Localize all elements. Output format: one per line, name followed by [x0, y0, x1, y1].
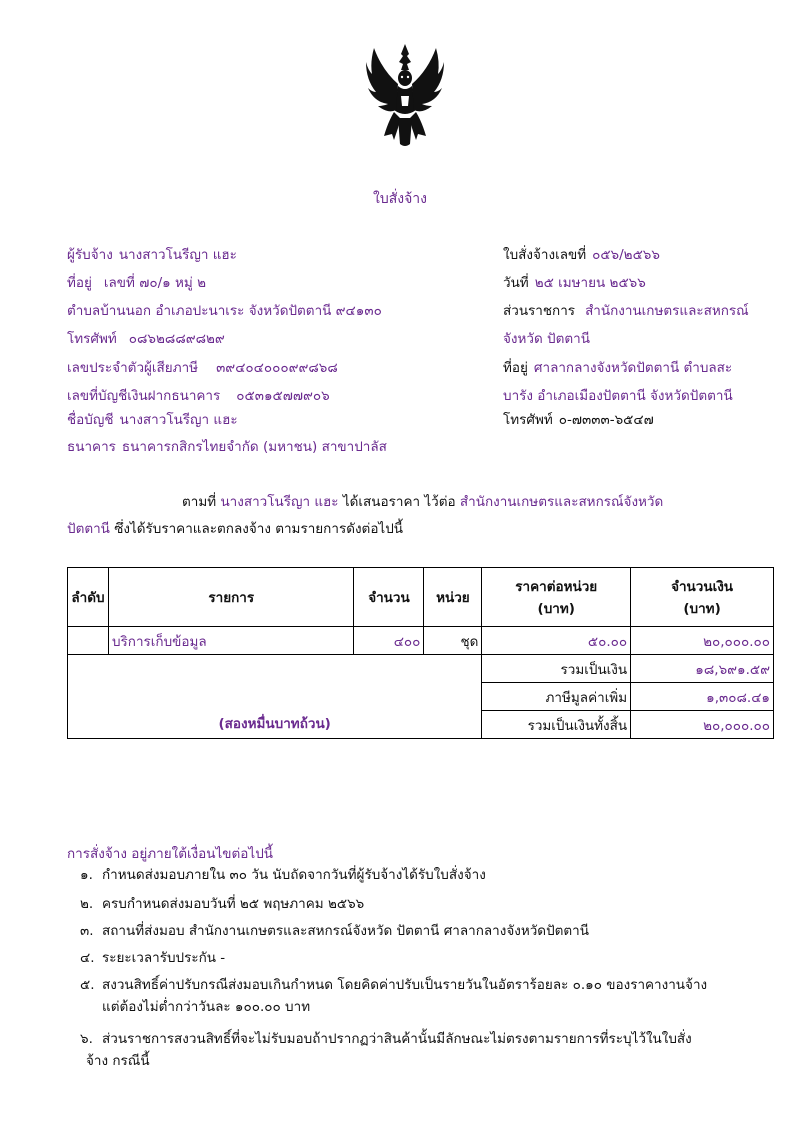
order-address-label: ที่อยู่ [503, 360, 528, 376]
contractor-account-label: เลขที่บัญชีเงินฝากธนาคาร [67, 388, 221, 404]
table-header-row [68, 568, 774, 627]
vat-value: ๑,๓๐๘.๔๑ [631, 683, 774, 711]
order-tel-line [503, 410, 654, 430]
row-amount: ๒๐,๐๐๐.๐๐ [631, 627, 774, 655]
total-value: ๒๐,๐๐๐.๐๐ [631, 711, 774, 739]
header-price [482, 568, 631, 627]
contractor-address-1: เลขที่ ๗๐/๑ หมู่ ๒ [103, 275, 207, 291]
order-number-label: ใบสั่งจ้างเลขที่ [503, 247, 587, 263]
order-date: ๒๕ เมษายน ๒๕๖๖ [534, 275, 646, 291]
order-date-line [503, 273, 646, 293]
total-label: รวมเป็นเงินทั้งสิ้น [482, 711, 631, 739]
condition-num: ๓. [80, 923, 94, 939]
order-tel: ๐-๗๓๓๓-๖๕๔๗ [558, 412, 654, 428]
subtotal-value: ๑๘,๖๙๑.๕๙ [631, 655, 774, 683]
contractor-bank-label: ธนาคาร [67, 439, 116, 455]
condition-text-cont: แต่ต้องไม่ต่ำกว่าวันละ ๑๐๐.๐๐ บาท [102, 999, 311, 1015]
order-address-line [503, 358, 732, 378]
contractor-tel-line [67, 329, 225, 349]
intro-text-e: ซึ่งได้รับราคาและตกลงจ้าง ตามรายการดังต่อไปนี้ [114, 521, 404, 537]
contractor-address-2: ตำบลบ้านนอก อำเภอปะนาเระ จังหวัดปัตตานี ๙๔๑๓๐ [67, 303, 382, 319]
contractor-name: นางสาวโนรีญา แฮะ [118, 247, 237, 263]
contractor-bank: ธนาคารกสิกรไทยจำกัด (มหาชน) สาขาปาลัส [121, 439, 387, 455]
intro-line-2 [67, 519, 403, 539]
document-title: ใบสั่งจ้าง [372, 191, 427, 207]
contractor-account-no: ๐๕๓๑๕๗๗๙๐๖ [236, 388, 330, 404]
condition-num: ๔. [80, 950, 95, 966]
intro-province: ปัตตานี [67, 521, 110, 537]
conditions-title: การสั่งจ้าง อยู่ภายใต้เงื่อนไขต่อไปนี้ [67, 846, 274, 862]
contractor-account-line [67, 386, 330, 406]
header-price-line2: (บาท) [537, 601, 575, 617]
contractor-address-line [67, 273, 206, 293]
contractor-bank-line [67, 437, 387, 457]
intro-agency: สำนักงานเกษตรและสหกรณ์จังหวัด [459, 494, 664, 510]
garuda-emblem-icon [364, 40, 446, 150]
condition-text: สถานที่ส่งมอบ สำนักงานเกษตรและสหกรณ์จังหวัด ปัตตานี ศาลากลางจังหวัดปัตตานี [102, 923, 589, 939]
contractor-tel-label: โทรศัพท์ [67, 331, 117, 347]
condition-item-1 [80, 864, 780, 886]
row-no [68, 627, 109, 655]
contractor-account-name-line [67, 410, 238, 430]
order-agency-line [503, 301, 749, 321]
condition-text: ส่วนราชการสงวนสิทธิ์ที่จะไม่รับมอบถ้าปรากฏว่าสินค้านั้นมีลักษณะไม่ตรงตามรายการที่ระบุไว้ในใบสั่ง [102, 1031, 692, 1047]
row-item: บริการเก็บข้อมูล [108, 627, 354, 655]
condition-num: ๒. [80, 896, 94, 912]
intro-text-c: ได้เสนอราคา ไว้ต่อ [342, 494, 456, 510]
header-no: ลำดับ [68, 568, 109, 627]
condition-text: สงวนสิทธิ์ค่าปรับกรณีส่งมอบเกินกำหนด โดยคิดค่าปรับเป็นรายวันในอัตราร้อยละ ๐.๑๐ ของราคางานจ้าง [102, 977, 708, 993]
row-unit: ชุด [424, 627, 482, 655]
order-address-1: ศาลากลางจังหวัดปัตตานี ตำบลสะ [533, 360, 733, 376]
contractor-name-line [67, 245, 237, 265]
row-qty: ๔๐๐ [354, 627, 424, 655]
contractor-name-label: ผู้รับจ้าง [67, 247, 113, 263]
contractor-account-name-label: ชื่อบัญชี [67, 412, 114, 428]
header-amount-line2: (บาท) [683, 601, 721, 617]
row-price: ๕๐.๐๐ [482, 627, 631, 655]
order-date-label: วันที่ [503, 275, 529, 291]
condition-num: ๖. [80, 1031, 93, 1047]
contractor-tax-id: ๓๙๔๐๔๐๐๐๙๙๘๖๘ [216, 360, 338, 376]
condition-text: กำหนดส่งมอบภายใน ๓๐ วัน นับถัดจากวันที่ผู้รับจ้างได้รับใบสั่งจ้าง [102, 867, 486, 883]
items-table [67, 567, 774, 739]
condition-item-2 [80, 893, 780, 915]
contractor-address-label: ที่อยู่ [67, 275, 92, 291]
order-number-line [503, 245, 660, 265]
vat-label: ภาษีมูลค่าเพิ่ม [482, 683, 631, 711]
intro-line-1 [182, 492, 663, 512]
order-address-2: บารัง อำเภอเมืองปัตตานี จังหวัดปัตตานี [503, 388, 733, 404]
header-unit: หน่วย [424, 568, 482, 627]
header-amount [631, 568, 774, 627]
header-qty: จำนวน [354, 568, 424, 627]
condition-text: ครบกำหนดส่งมอบวันที่ ๒๕ พฤษภาคม ๒๕๖๖ [102, 896, 365, 912]
order-tel-label: โทรศัพท์ [503, 412, 553, 428]
table-row [68, 627, 774, 655]
subtotal-row [68, 655, 774, 683]
condition-num: ๑. [80, 867, 93, 883]
intro-contractor: นางสาวโนรีญา แฮะ [220, 494, 339, 510]
condition-text: ระยะเวลารับประกัน - [102, 950, 226, 966]
amount-in-words: (สองหมื่นบาทถ้วน) [68, 655, 482, 739]
condition-text-cont: จ้าง กรณีนี้ [86, 1053, 150, 1069]
order-agency-label: ส่วนราชการ [503, 303, 576, 319]
contractor-tax-line [67, 358, 338, 378]
contractor-tax-label: เลขประจำตัวผู้เสียภาษี [67, 360, 199, 376]
header-price-line1: ราคาต่อหน่วย [515, 579, 598, 595]
condition-item-3 [80, 920, 780, 942]
condition-item-5 [80, 974, 780, 1018]
condition-num: ๕. [80, 977, 95, 993]
condition-item-6 [80, 1028, 780, 1072]
order-agency-2: จังหวัด ปัตตานี [503, 331, 590, 347]
subtotal-label: รวมเป็นเงิน [482, 655, 631, 683]
contractor-tel: ๐๘๖๒๘๘๙๘๒๙ [128, 331, 225, 347]
header-item: รายการ [108, 568, 354, 627]
order-agency-1: สำนักงานเกษตรและสหกรณ์ [585, 303, 749, 319]
header-amount-line1: จำนวนเงิน [671, 579, 734, 595]
intro-text-a: ตามที่ [182, 494, 217, 510]
condition-item-4 [80, 947, 780, 969]
order-number: ๐๕๖/๒๕๖๖ [592, 247, 660, 263]
contractor-account-name: นางสาวโนรีญา แฮะ [119, 412, 238, 428]
